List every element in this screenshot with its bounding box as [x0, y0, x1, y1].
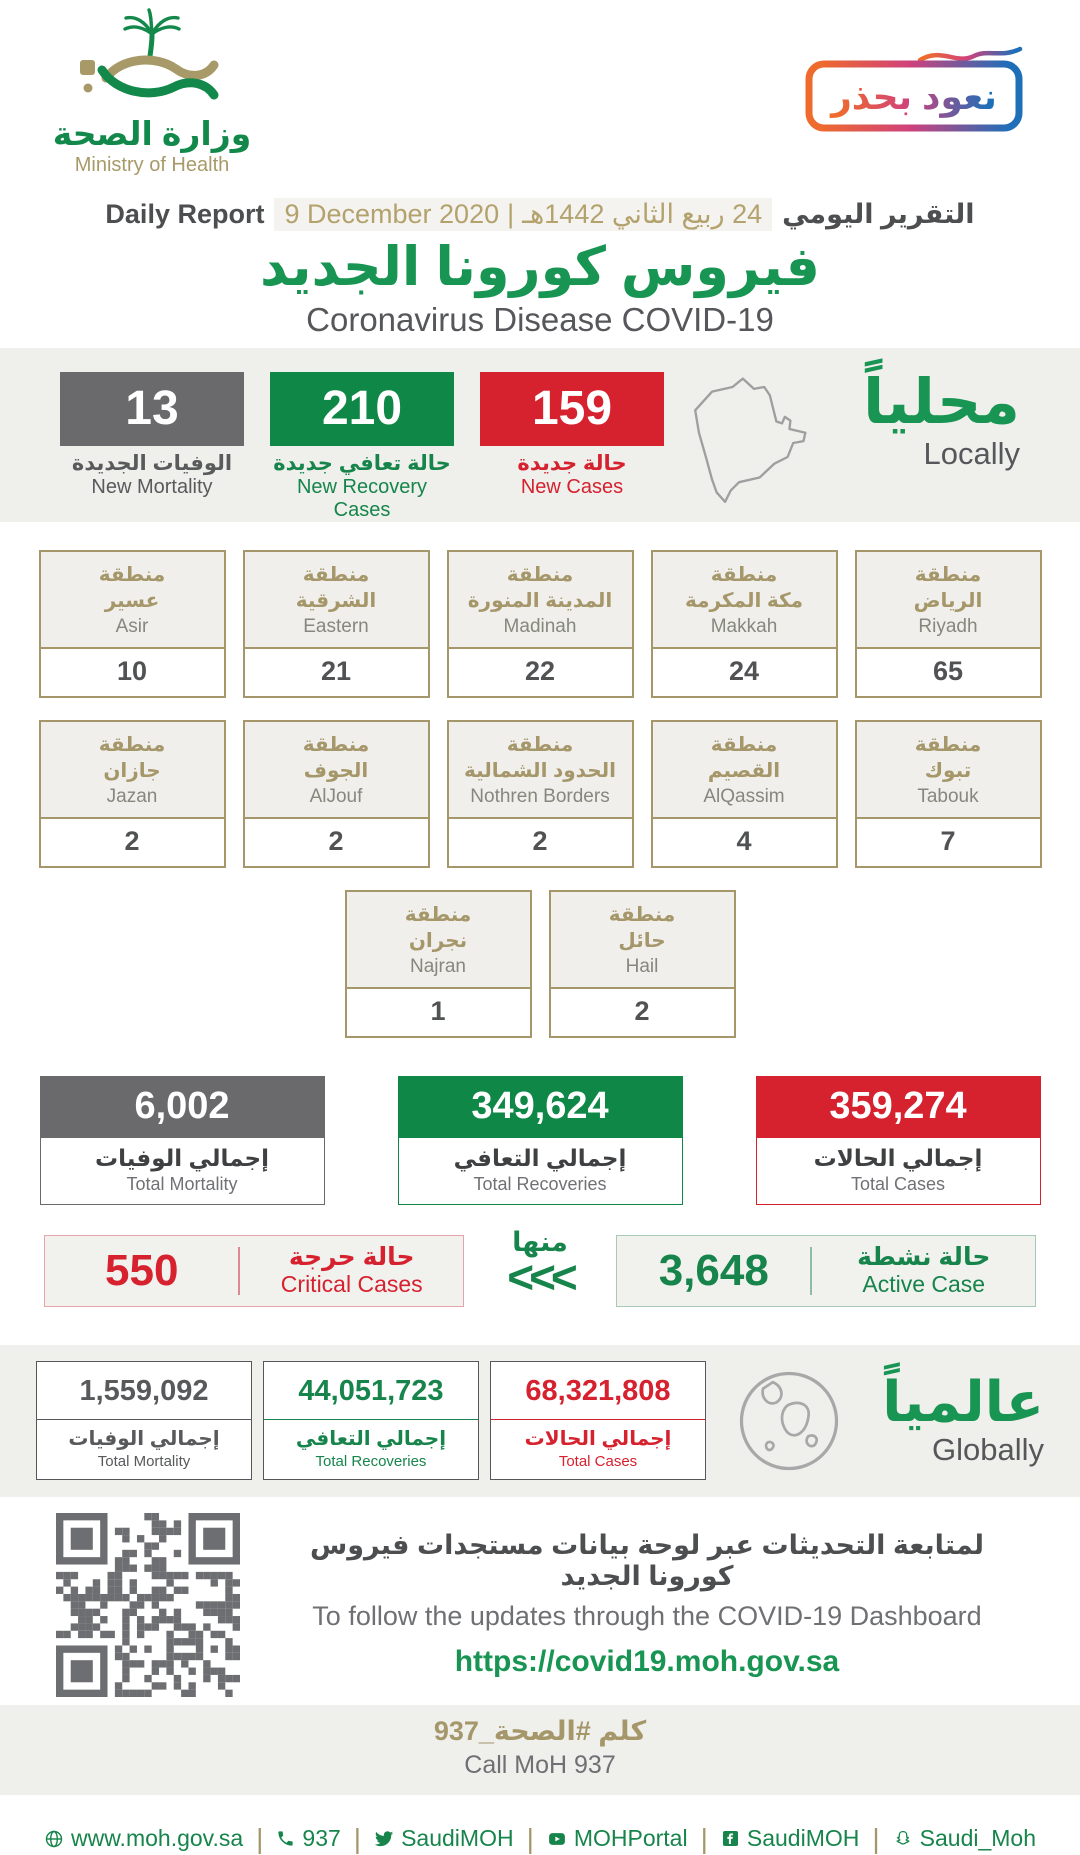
- region-prefix: منطقة: [506, 733, 574, 756]
- region-name-en: AlQassim: [703, 785, 785, 807]
- globally-heading-english: Globally: [932, 1431, 1044, 1467]
- critical-cases-value: 550: [105, 1245, 179, 1295]
- region-name-ar: المدينة المنورة: [467, 589, 613, 612]
- region-prefix: منطقة: [710, 733, 778, 756]
- website-link[interactable]: [44, 1825, 243, 1852]
- critical-cases-label-ar: حالة حرجة: [288, 1243, 415, 1272]
- header: [0, 0, 1080, 176]
- new-recoveries-label-ar: حالة تعافي جديدة: [273, 451, 451, 475]
- region-card-najran: [345, 890, 532, 1038]
- region-value: 10: [41, 649, 224, 696]
- region-prefix: منطقة: [98, 563, 166, 586]
- portal-icon: [547, 1829, 567, 1849]
- region-value: 2: [245, 819, 428, 866]
- facebook-label: SaudiMOH: [746, 1825, 860, 1852]
- new-recoveries-label-en: New Recovery Cases: [296, 475, 428, 521]
- dashboard-text: [270, 1530, 1024, 1679]
- total-mortality-label-en: Total Mortality: [126, 1173, 238, 1194]
- report-date-line: [0, 198, 1080, 231]
- total-cases-label-en: Total Cases: [850, 1173, 946, 1194]
- active-cases-label-ar: حالة نشطة: [857, 1243, 991, 1272]
- new-mortality-stat: [60, 372, 244, 522]
- dashboard-line-arabic: لمتابعة التحديثات عبر لوحة بيانات مستجدات فيروس كورونا الجديد: [309, 1530, 985, 1592]
- snapchat-label: Saudi_Moh: [919, 1825, 1036, 1852]
- active-cases-box: [616, 1235, 1036, 1307]
- new-recoveries-stat: [270, 372, 454, 522]
- regions-grid: [0, 550, 1080, 1038]
- globally-heading: [882, 1369, 1044, 1468]
- region-name-en: Tabouk: [917, 785, 979, 807]
- region-name-en: Najran: [410, 955, 466, 977]
- new-cases-value: 159: [480, 372, 664, 446]
- locally-section: [0, 348, 1080, 522]
- region-value: 1: [347, 989, 530, 1036]
- daily-report-label: Daily Report: [105, 199, 265, 229]
- call-moh-english: Call MoH 937: [464, 1750, 616, 1779]
- totals-row: [0, 1076, 1080, 1205]
- region-prefix: منطقة: [98, 733, 166, 756]
- region-value: 21: [245, 649, 428, 696]
- new-cases-label-ar: حالة جديدة: [517, 451, 627, 475]
- qr-code: [56, 1513, 240, 1697]
- region-name-ar: جازان: [103, 759, 161, 782]
- twitter-icon: [374, 1829, 394, 1849]
- region-name-en: Eastern: [303, 615, 369, 637]
- dashboard-section: [0, 1513, 1080, 1697]
- moh-logo: [52, 8, 252, 177]
- region-row-3: [0, 890, 1080, 1038]
- dashboard-url-link[interactable]: https://covid19.moh.gov.sa: [454, 1645, 840, 1679]
- region-value: 2: [551, 989, 734, 1036]
- region-value: 2: [449, 819, 632, 866]
- region-value: 24: [653, 649, 836, 696]
- divider: |: [872, 1822, 880, 1854]
- globe-icon: [735, 1367, 843, 1475]
- snapchat-link[interactable]: [893, 1825, 1036, 1852]
- portal-label: MOHPortal: [573, 1825, 688, 1852]
- region-name-ar: تبوك: [924, 759, 972, 782]
- new-mortality-label-ar: الوفيات الجديدة: [71, 451, 233, 475]
- logo-english-name: Ministry of Health: [74, 153, 230, 176]
- twitter-link[interactable]: [374, 1825, 513, 1852]
- dashboard-line-english: To follow the updates through the COVID-19 Dashboard: [312, 1601, 982, 1632]
- total-mortality-card: [40, 1076, 325, 1205]
- locally-stats: [60, 372, 664, 522]
- global-recoveries-card: [263, 1361, 479, 1480]
- website-label: www.moh.gov.sa: [71, 1825, 244, 1852]
- region-name-en: Riyadh: [918, 615, 978, 637]
- critical-cases-label-en: Critical Cases: [280, 1270, 423, 1297]
- region-card-jazan: [39, 720, 226, 868]
- active-critical-row: [0, 1226, 1080, 1307]
- locally-heading-arabic: محلياً: [863, 367, 1020, 437]
- return-with-caution-badge: [804, 44, 1026, 136]
- date-separator: |: [507, 199, 515, 229]
- new-recoveries-value: 210: [270, 372, 454, 446]
- region-name-en: Hail: [625, 955, 659, 977]
- page-title-arabic: فيروس كورونا الجديد: [260, 237, 820, 298]
- badge-text: نعود بحذر: [831, 76, 997, 117]
- phone-icon: [276, 1829, 295, 1848]
- region-prefix: منطقة: [710, 563, 778, 586]
- region-prefix: منطقة: [302, 563, 370, 586]
- region-name-ar: عسير: [104, 589, 160, 612]
- region-name-ar: الحدود الشمالية: [463, 759, 617, 782]
- divider: |: [526, 1822, 534, 1854]
- region-name-en: Makkah: [710, 615, 778, 637]
- global-cases-label-ar: إجمالي الحالات: [524, 1428, 672, 1451]
- new-mortality-label-en: New Mortality: [91, 475, 213, 498]
- twitter-label: SaudiMOH: [401, 1825, 514, 1852]
- total-mortality-value: 6,002: [40, 1076, 325, 1138]
- globally-heading-arabic: عالمياً: [882, 1369, 1044, 1433]
- global-recoveries-value: 44,051,723: [264, 1362, 478, 1420]
- global-cases-label-en: Total Cases: [558, 1453, 638, 1471]
- facebook-link[interactable]: [721, 1825, 859, 1852]
- global-mortality-label-en: Total Mortality: [97, 1453, 191, 1471]
- region-prefix: منطقة: [914, 733, 982, 756]
- region-prefix: منطقة: [914, 563, 982, 586]
- chevrons-left-icon: <<<: [507, 1250, 573, 1303]
- total-cases-label-ar: إجمالي الحالات: [813, 1144, 983, 1171]
- region-name-en: Jazan: [106, 785, 158, 807]
- report-date-gregorian: 9 December 2020: [284, 199, 500, 229]
- region-name-en: Madinah: [503, 615, 577, 637]
- region-card-northern-borders: [447, 720, 634, 868]
- region-card-tabouk: [855, 720, 1042, 868]
- locally-heading-english: Locally: [923, 435, 1020, 471]
- logo-arabic-name: وزارة الصحة: [52, 115, 252, 152]
- total-recoveries-value: 349,624: [398, 1076, 683, 1138]
- new-mortality-value: 13: [60, 372, 244, 446]
- region-card-riyadh: [855, 550, 1042, 698]
- region-value: 65: [857, 649, 1040, 696]
- portal-link[interactable]: [547, 1825, 688, 1852]
- region-value: 7: [857, 819, 1040, 866]
- snapchat-icon: [893, 1829, 913, 1849]
- of-which-indicator: [492, 1226, 588, 1303]
- region-name-ar: نجران: [408, 929, 468, 952]
- region-card-aljouf: [243, 720, 430, 868]
- global-mortality-card: [36, 1361, 252, 1480]
- daily-report-label-arabic: التقرير اليومي: [782, 199, 975, 229]
- globally-section: [0, 1345, 1080, 1497]
- total-recoveries-label-en: Total Recoveries: [473, 1173, 607, 1194]
- moh-emblem-icon: [64, 8, 240, 112]
- active-cases-value: 3,648: [658, 1245, 769, 1295]
- saudi-arabia-map-icon: [684, 370, 810, 516]
- region-card-asir: [39, 550, 226, 698]
- of-which-label: منها: [512, 1226, 568, 1257]
- region-name-en: AlJouf: [309, 785, 363, 807]
- region-row-2: [0, 720, 1080, 868]
- global-mortality-label-ar: إجمالي الوفيات: [68, 1428, 220, 1451]
- divider: |: [256, 1822, 264, 1854]
- call-moh-arabic: كلم #الصحة_937: [433, 1715, 647, 1746]
- region-name-ar: مكة المكرمة: [684, 589, 804, 612]
- total-cases-card: [756, 1076, 1041, 1205]
- region-card-hail: [549, 890, 736, 1038]
- active-cases-label-en: Active Case: [862, 1270, 986, 1297]
- report-date-chip: [274, 198, 772, 231]
- phone-link[interactable]: [276, 1825, 340, 1852]
- global-mortality-value: 1,559,092: [37, 1362, 251, 1420]
- region-card-eastern: [243, 550, 430, 698]
- region-value: 4: [653, 819, 836, 866]
- new-cases-stat: [480, 372, 664, 522]
- globe-icon: [44, 1829, 64, 1849]
- global-cases-card: [490, 1361, 706, 1480]
- region-name-ar: الرياض: [913, 589, 983, 612]
- call-moh-band: [0, 1705, 1080, 1795]
- divider: |: [353, 1822, 362, 1854]
- facebook-icon: [721, 1829, 740, 1848]
- region-prefix: منطقة: [404, 903, 472, 926]
- total-recoveries-card: [398, 1076, 683, 1205]
- region-card-madinah: [447, 550, 634, 698]
- new-cases-label-en: New Cases: [520, 475, 624, 498]
- region-prefix: منطقة: [506, 563, 574, 586]
- region-value: 2: [41, 819, 224, 866]
- global-cases-value: 68,321,808: [491, 1362, 705, 1420]
- critical-cases-box: [44, 1235, 464, 1307]
- region-card-alqassim: [651, 720, 838, 868]
- region-name-ar: القصيم: [707, 759, 781, 782]
- total-cases-value: 359,274: [756, 1076, 1041, 1138]
- region-name-ar: الشرقية: [295, 589, 377, 612]
- region-name-ar: حائل: [618, 929, 666, 952]
- region-name-ar: الجوف: [303, 759, 369, 782]
- social-footer: [0, 1823, 1080, 1855]
- region-card-makkah: [651, 550, 838, 698]
- region-row-1: [0, 550, 1080, 698]
- page-title-english: Coronavirus Disease COVID-19: [306, 300, 774, 338]
- region-prefix: منطقة: [302, 733, 370, 756]
- total-mortality-label-ar: إجمالي الوفيات: [95, 1144, 269, 1171]
- locally-heading: [863, 367, 1020, 472]
- region-value: 22: [449, 649, 632, 696]
- badge-frame-icon: [804, 44, 1026, 136]
- global-recoveries-label-ar: إجمالي التعافي: [295, 1428, 447, 1451]
- report-date-hijri: 24 ربيع الثاني 1442هـ: [522, 199, 763, 229]
- phone-label: 937: [302, 1825, 341, 1852]
- region-name-en: Nothren Borders: [470, 785, 610, 807]
- region-prefix: منطقة: [608, 903, 676, 926]
- divider: |: [700, 1822, 708, 1854]
- region-name-en: Asir: [115, 615, 149, 637]
- total-recoveries-label-ar: إجمالي التعافي: [453, 1144, 627, 1171]
- global-recoveries-label-en: Total Recoveries: [315, 1453, 427, 1471]
